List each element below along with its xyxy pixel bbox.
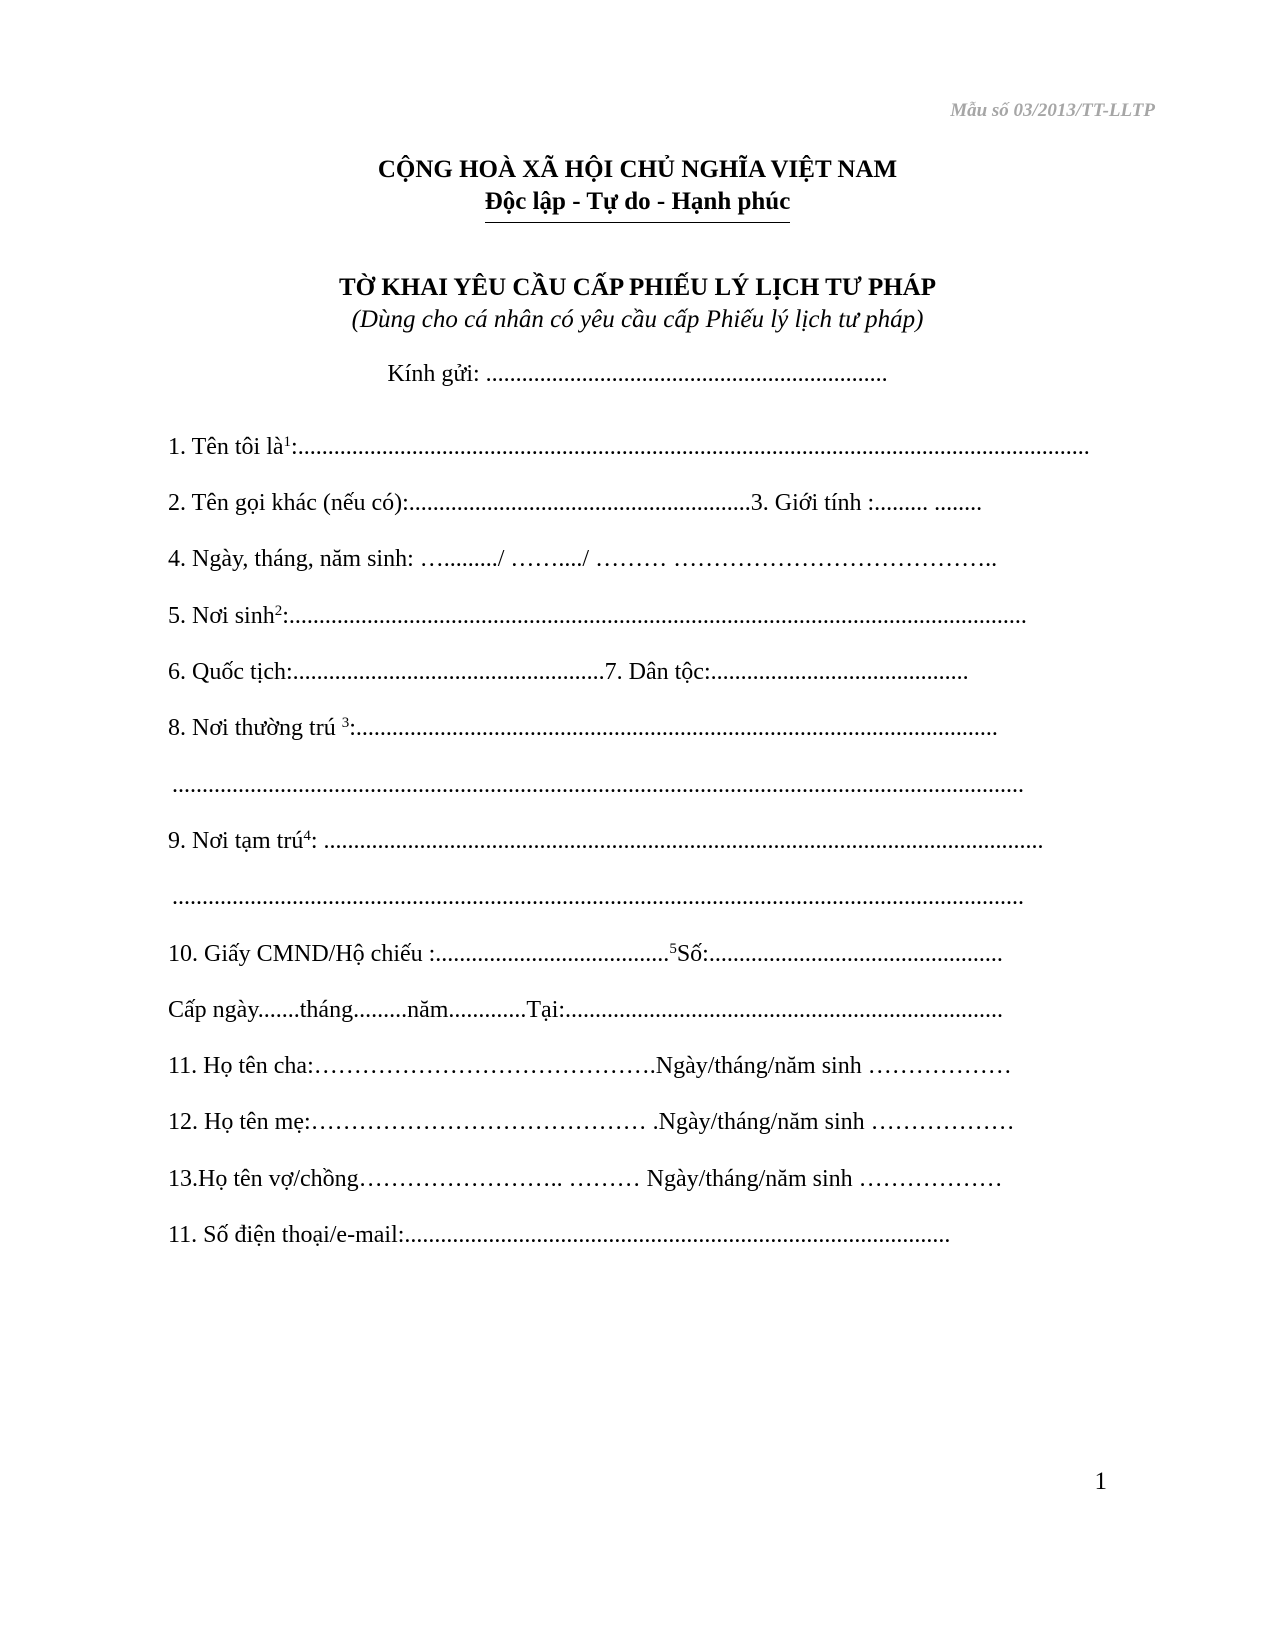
field-label: 5. Nơi sinh: [168, 603, 275, 629]
field-other-name-gender[interactable]: 2. Tên gọi khác (nếu có):.........................................................3. Giới tính :......... ........: [168, 490, 983, 516]
field-label: 10. Giấy CMND/Hộ chiếu :.......................................: [168, 941, 670, 967]
field-full-name[interactable]: [168, 432, 1090, 462]
national-motto: Độc lập - Tự do - Hạnh phúc: [485, 186, 791, 223]
page-number: 1: [1094, 1468, 1107, 1495]
field-nationality-ethnicity[interactable]: 6. Quốc tịch:....................................................7. Dân tộc:...........................................: [168, 659, 969, 685]
document-subtitle: (Dùng cho cá nhân có yêu cầu cấp Phiếu lý lịch tư pháp): [351, 306, 924, 333]
field-label: 8. Nơi thường trú: [168, 715, 342, 741]
national-header: [0, 154, 1275, 218]
document-title: TỜ KHAI YÊU CẦU CẤP PHIẾU LÝ LỊCH TƯ PHÁP: [338, 274, 937, 301]
field-id-issue-info[interactable]: Cấp ngày.......tháng.........năm.............Tại:.........................................................................: [168, 997, 1004, 1023]
field-input[interactable]: :...........................................................................................................................: [282, 603, 1027, 629]
field-temporary-residence[interactable]: [168, 826, 1044, 856]
field-permanent-residence-line2[interactable]: ..............................................................................................................................................: [172, 772, 1024, 798]
recipient-line[interactable]: Kính gửi: ...................................................................: [387, 361, 888, 387]
field-father-name[interactable]: 11. Họ tên cha:…………………………………….Ngày/tháng/năm sinh ………………: [168, 1053, 1012, 1079]
field-label: 1. Tên tôi là: [168, 434, 284, 460]
footnote-ref: 5: [669, 941, 677, 957]
field-phone-email[interactable]: 11. Số điện thoại/e-mail:...........................................................................................: [168, 1222, 951, 1248]
field-input[interactable]: : ........................................................................................................................: [310, 828, 1044, 854]
footnote-ref: 2: [274, 603, 283, 619]
field-temporary-residence-line2[interactable]: ..............................................................................................................................................: [172, 884, 1024, 910]
field-mother-name[interactable]: 12. Họ tên mẹ:…………………………………… .Ngày/tháng/năm sinh ………………: [168, 1109, 1015, 1135]
footnote-ref: 4: [303, 828, 311, 844]
field-date-of-birth[interactable]: 4. Ngày, tháng, năm sinh: …........./ ……..../ ……… …………………………………..: [168, 546, 998, 572]
field-input[interactable]: Số:.................................................: [676, 941, 1003, 967]
document-title-block: [0, 272, 1275, 336]
field-id-document[interactable]: [168, 939, 1003, 969]
field-permanent-residence[interactable]: [168, 713, 998, 743]
field-input[interactable]: :...........................................................................................................: [349, 715, 998, 741]
footnote-ref: 3: [341, 715, 350, 731]
field-input[interactable]: :....................................................................................................................................: [291, 434, 1090, 460]
form-code: Mẫu số 03/2013/TT-LLTP: [950, 100, 1155, 121]
national-title: CỘNG HOÀ XÃ HỘI CHỦ NGHĨA VIỆT NAM: [377, 156, 898, 183]
field-spouse-name[interactable]: 13.Họ tên vợ/chồng…………………….. ……… Ngày/tháng/năm sinh ………………: [168, 1166, 1003, 1192]
field-place-of-birth[interactable]: [168, 601, 1027, 631]
footnote-ref: 1: [283, 434, 292, 450]
field-label: 9. Nơi tạm trú: [168, 828, 304, 854]
